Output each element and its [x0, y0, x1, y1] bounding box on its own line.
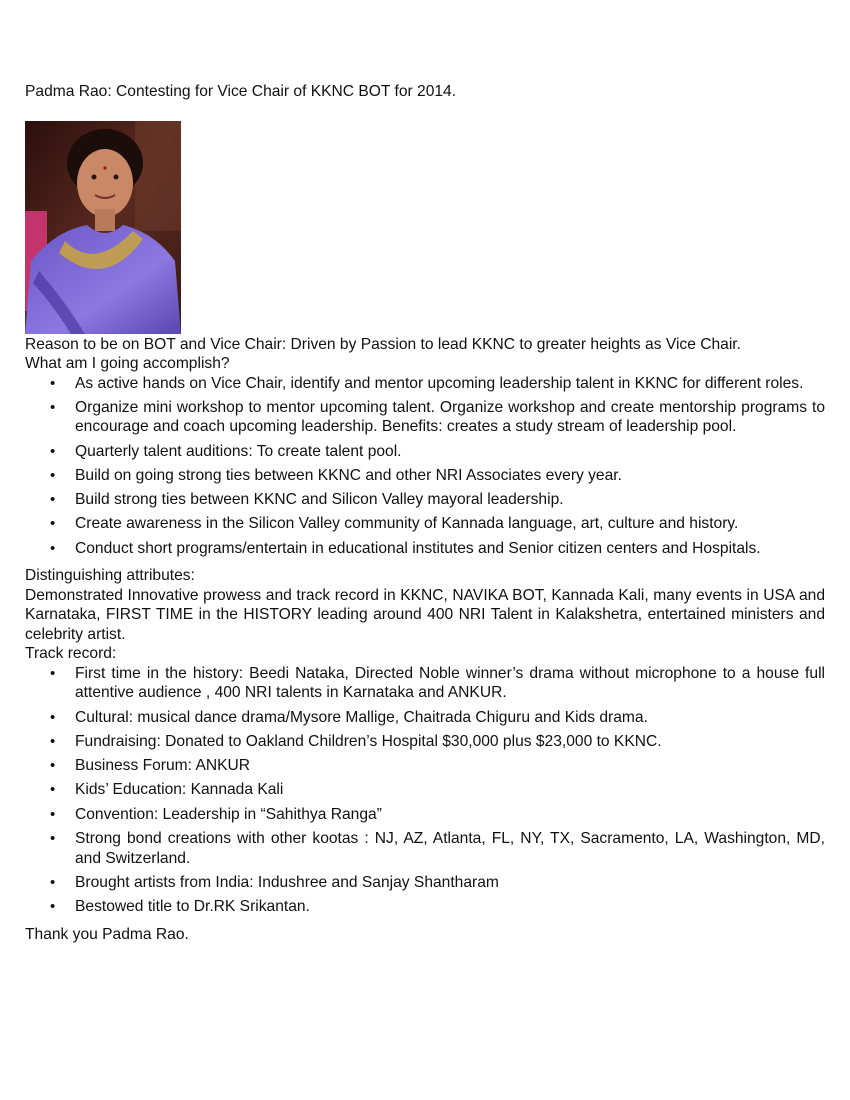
closing-line: Thank you Padma Rao.: [25, 925, 189, 943]
portrait-photo: [25, 121, 181, 334]
list-item: • Build strong ties between KKNC and Silicon Valley mayoral leadership.: [25, 490, 825, 510]
accomplish-list: [25, 374, 825, 559]
accomplish-heading: What am I going accomplish?: [25, 355, 230, 372]
distinguishing-heading: Distinguishing attributes:: [25, 567, 195, 585]
distinguishing-text: Demonstrated Innovative prowess and track record in KKNC, NAVIKA BOT, Kannada Kali, many events in USA and Karnataka, FIRST TIME in the HISTORY leading around 400 NRI Talent in Kalakshetra, entertained ministers and celebrity artist.: [25, 586, 825, 643]
list-item: • First time in the history: Beedi Nataka, Directed Noble winner’s drama without microphone to a house full attentive audience , 400 NRI talents in Karnataka and ANKUR.: [25, 664, 825, 703]
list-item: • Quarterly talent auditions: To create talent pool.: [25, 442, 825, 462]
list-item: • Create awareness in the Silicon Valley community of Kannada language, art, culture and history.: [25, 514, 825, 534]
list-item: • Convention: Leadership in “Sahithya Ranga”: [25, 805, 825, 825]
list-item: • Strong bond creations with other kootas : NJ, AZ, Atlanta, FL, NY, TX, Sacramento, LA, Washington, MD, and Switzerland.: [25, 829, 825, 868]
list-item: • Conduct short programs/entertain in educational institutes and Senior citizen centers and Hospitals.: [25, 539, 825, 559]
list-item: • As active hands on Vice Chair, identify and mentor upcoming leadership talent in KKNC for different roles.: [25, 374, 825, 394]
list-item: • Cultural: musical dance drama/Mysore Mallige, Chaitrada Chiguru and Kids drama.: [25, 708, 825, 728]
track-list: [25, 664, 825, 917]
list-item: • Fundraising: Donated to Oakland Children’s Hospital $30,000 plus $23,000 to KKNC.: [25, 732, 825, 752]
list-item: • Business Forum: ANKUR: [25, 756, 825, 776]
document-title: Padma Rao: Contesting for Vice Chair of KKNC BOT for 2014.: [25, 83, 457, 100]
list-item: • Brought artists from India: Indushree and Sanjay Shantharam: [25, 873, 825, 893]
reason-statement: Reason to be on BOT and Vice Chair: Driven by Passion to lead KKNC to greater heights as Vice Chair.: [25, 335, 741, 353]
list-item: • Organize mini workshop to mentor upcoming talent. Organize workshop and create mentorship programs to encourage and coach upcoming leadership. Benefits: creates a study stream of leadership pool.: [25, 398, 825, 437]
document-content: [25, 82, 825, 944]
list-item: • Bestowed title to Dr.RK Srikantan.: [25, 897, 825, 917]
list-item: • Build on going strong ties between KKNC and other NRI Associates every year.: [25, 466, 825, 486]
list-item: • Kids’ Education: Kannada Kali: [25, 780, 825, 800]
track-heading: Track record:: [25, 645, 117, 663]
